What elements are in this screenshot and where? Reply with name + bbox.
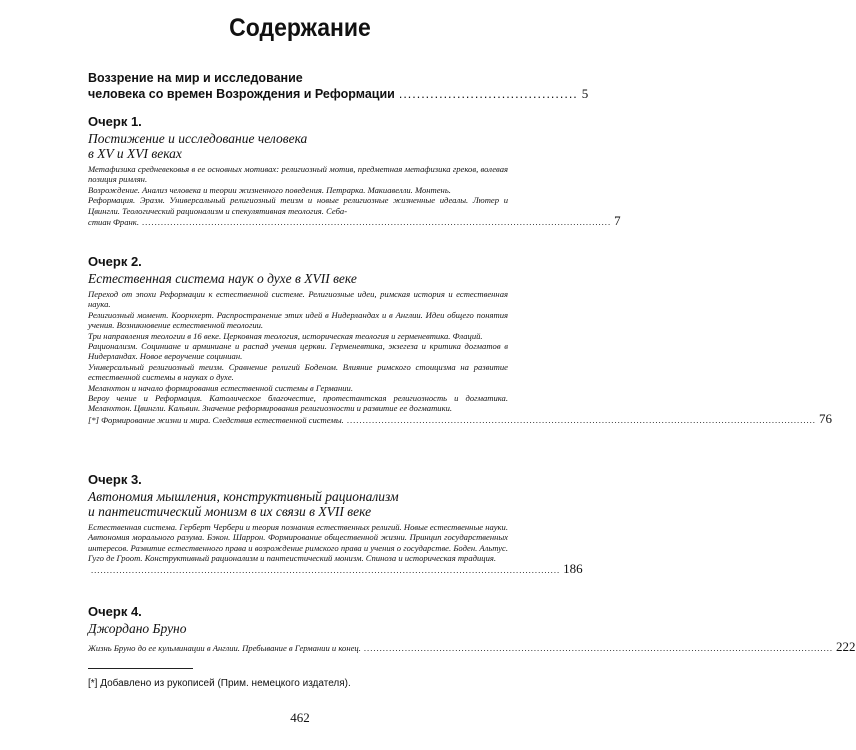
- summary-paragraph: Возрождение. Анализ человека и теории жизненного поведения. Петрарка. Макиавелли. Монтень.: [88, 184, 451, 195]
- essay-label: Очерк 2.: [88, 254, 142, 269]
- summary-paragraph: Рационализм. Социниане и арминиане и распад учения церкви. Герменевтика, экзегеза и критика догматов в Нидерландах. Новое вероучение социниан.: [88, 341, 508, 362]
- dot-leader: .....................................................................................................................................................: [91, 564, 561, 575]
- summary-paragraph: Вероу чение и Реформация. Католическое благочестие, протестантская религиозность и догматика. Меланхтон. Цвингли. Кальвин. Значение реформирования религиозности и развитие ее догматики.: [88, 393, 508, 414]
- essay-label: Очерк 4.: [88, 604, 142, 619]
- essay-page-number: 7: [614, 213, 621, 229]
- summary-paragraph: Три направления теологии в 16 веке. Церковная теология, историческая теология и герменевтика. Флаций.: [88, 330, 483, 341]
- essay-title: [88, 489, 508, 519]
- footnote: [*] Добавлено из рукописей (Прим. немецкого издателя).: [88, 678, 351, 689]
- essay-label: Очерк 1.: [88, 114, 142, 129]
- essay-summary: [88, 164, 621, 229]
- intro-line-1: Воззрение на мир и исследование: [88, 71, 303, 85]
- essay-end-line: [88, 410, 832, 426]
- essay-title: [88, 271, 508, 286]
- essay-title: [88, 621, 508, 636]
- essay-title: [88, 131, 508, 161]
- essay-3[interactable]: [88, 472, 583, 576]
- page-number: 462: [290, 710, 310, 725]
- essay-4[interactable]: [88, 604, 856, 654]
- intro-entry[interactable]: [88, 70, 589, 102]
- essay-title-line: Естественная система наук о духе в XVII веке: [88, 271, 357, 286]
- essay-title-line: Автономия мышления, конструктивный рационализм: [88, 489, 399, 504]
- summary-paragraph: Меланхтон и начало формирования естественной системы в Германии.: [88, 382, 353, 393]
- essay-label: Очерк 3.: [88, 472, 142, 487]
- summary-paragraph: Реформация. Эразм. Универсальный религиозный теизм и новые религиозные жизненные идеалы. Лютер и Цвингли. Теологический рационализм и спекулятивная теология. Себа-: [88, 195, 508, 216]
- intro-page-number: 5: [581, 86, 589, 101]
- essay-summary: [88, 522, 583, 576]
- intro-line-2-text: человека со времен Возрождения и Реформации: [88, 87, 395, 101]
- essay-1[interactable]: [88, 114, 621, 229]
- summary-paragraph: Религиозный момент. Коорнхерт. Распространение этих идей в Нидерландах и в Англии. Идеи общего понятия учения. Возникновение естественной теологии.: [88, 309, 508, 331]
- essay-end-line: [88, 560, 583, 576]
- essay-end-text: [*] Формирование жизни и мира. Следствия естественной системы.: [88, 414, 344, 425]
- essay-end-line: [88, 639, 856, 654]
- essay-title-line: Постижение и исследование человека: [88, 131, 308, 146]
- summary-paragraph: Естественная система. Герберт Чербери и теория познания естественных религий. Новые естественные науки. Автономия морального разума. Бэкон. Шаррон. Формирование общественной жизни. Принцип государственных интересов. Развитие естественного права и возрождение римского права и учения о государстве. Боден. Альтус. Гуго де Гроот. Конструктивный рационализм и пантеистический монизм. Спиноза и историческая традиция.: [88, 522, 508, 564]
- dot-leader: ........................................: [398, 87, 578, 101]
- footnote-divider: [88, 668, 193, 669]
- dot-leader: .....................................................................................................................................................: [141, 217, 612, 228]
- summary-paragraph: Универсальный религиозный теизм. Сравнение религий Боденом. Влияние римского стоицизма на развитие естественной системы в науках о духе.: [88, 361, 508, 383]
- summary-paragraph: Переход от эпохи Реформации к естественной системе. Религиозные идеи, римская история и естественная наука.: [88, 289, 508, 310]
- essay-title-line: и пантеистический монизм в их связи в XVII веке: [88, 504, 372, 519]
- essay-title-line: Джордано Бруно: [88, 621, 187, 636]
- dot-leader: .....................................................................................................................................................: [363, 643, 834, 653]
- intro-line-2: [88, 86, 589, 102]
- essay-end-text: Жизнь Бруно до ее кульминации в Англии. Пребывание в Германии и конец.: [88, 643, 361, 653]
- essay-end-text: стиан Франк.: [88, 217, 139, 228]
- essay-end-line: [88, 213, 621, 229]
- dot-leader: .....................................................................................................................................................: [346, 414, 816, 425]
- essay-title-line: в XV и XVI веках: [88, 146, 182, 161]
- essay-summary: [88, 289, 832, 426]
- essay-page-number: 222: [836, 639, 856, 654]
- essay-page-number: 186: [563, 560, 583, 576]
- essay-page-number: 76: [818, 410, 832, 426]
- essay-2[interactable]: [88, 254, 832, 426]
- summary-paragraph: Метафизика средневековья в ее основных мотивах: религиозный мотив, предметная метафизика греков, волевая позиция римлян.: [88, 164, 508, 185]
- essay-summary: [88, 639, 856, 654]
- page-title: Содержание: [229, 14, 371, 42]
